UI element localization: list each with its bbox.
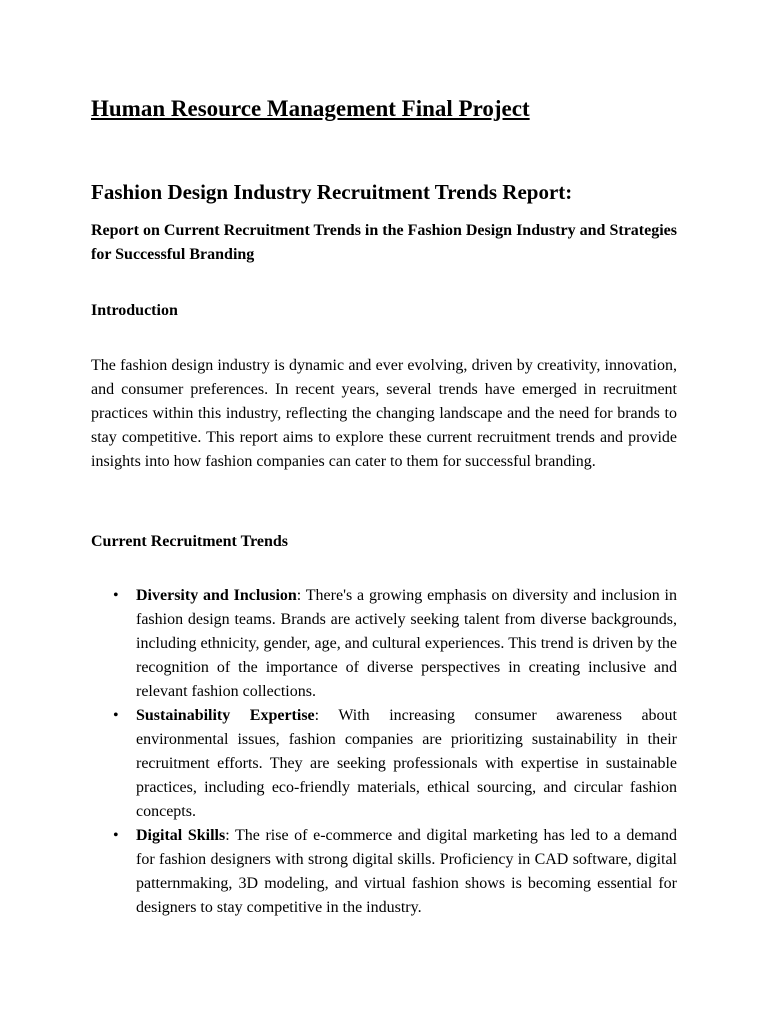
trend-item-sustainability — [91, 704, 677, 824]
report-subtitle: Report on Current Recruitment Trends in the Fashion Design Industry and Strategies for Successful Branding — [91, 222, 677, 263]
document-title: Human Resource Management Final Project — [91, 96, 530, 121]
trend-term: Digital Skills — [136, 827, 226, 844]
bullet-icon: • — [113, 827, 119, 844]
trend-list — [91, 584, 677, 920]
trend-term: Sustainability Expertise — [136, 707, 315, 724]
introduction-heading: Introduction — [91, 302, 178, 319]
trend-item-digital-skills — [91, 824, 677, 920]
trend-description: : There's a growing emphasis on diversity and inclusion in fashion design teams. Brands are actively seeking talent from diverse backgrounds, including ethnicity, gender, age, and cultural experiences. This trend is driven by the recognition of the importance of diverse perspectives in creating inclusive and relevant fashion collections. — [136, 587, 677, 700]
trend-description: : With increasing consumer awareness about environmental issues, fashion companies are prioritizing sustainability in their recruitment efforts. They are seeking professionals with expertise in sustainable practices, including eco-friendly materials, ethical sourcing, and circular fashion concepts. — [136, 707, 677, 820]
introduction-paragraph: The fashion design industry is dynamic and ever evolving, driven by creativity, innovation, and consumer preferences. In recent years, several trends have emerged in recruitment practices within this industry, reflecting the changing landscape and the need for brands to stay competitive. This report aims to explore these current recruitment trends and provide insights into how fashion companies can cater to them for successful branding. — [91, 357, 677, 470]
bullet-icon: • — [113, 707, 119, 724]
bullet-icon: • — [113, 587, 119, 604]
report-heading: Fashion Design Industry Recruitment Trends Report: — [91, 180, 573, 204]
trend-term: Diversity and Inclusion — [136, 587, 297, 604]
trend-description: : The rise of e-commerce and digital marketing has led to a demand for fashion designers with strong digital skills. Proficiency in CAD software, digital patternmaking, 3D modeling, and virtual fashion shows is becoming essential for designers to stay competitive in the industry. — [136, 827, 678, 916]
current-trends-heading: Current Recruitment Trends — [91, 533, 289, 550]
trend-item-diversity — [91, 584, 677, 704]
